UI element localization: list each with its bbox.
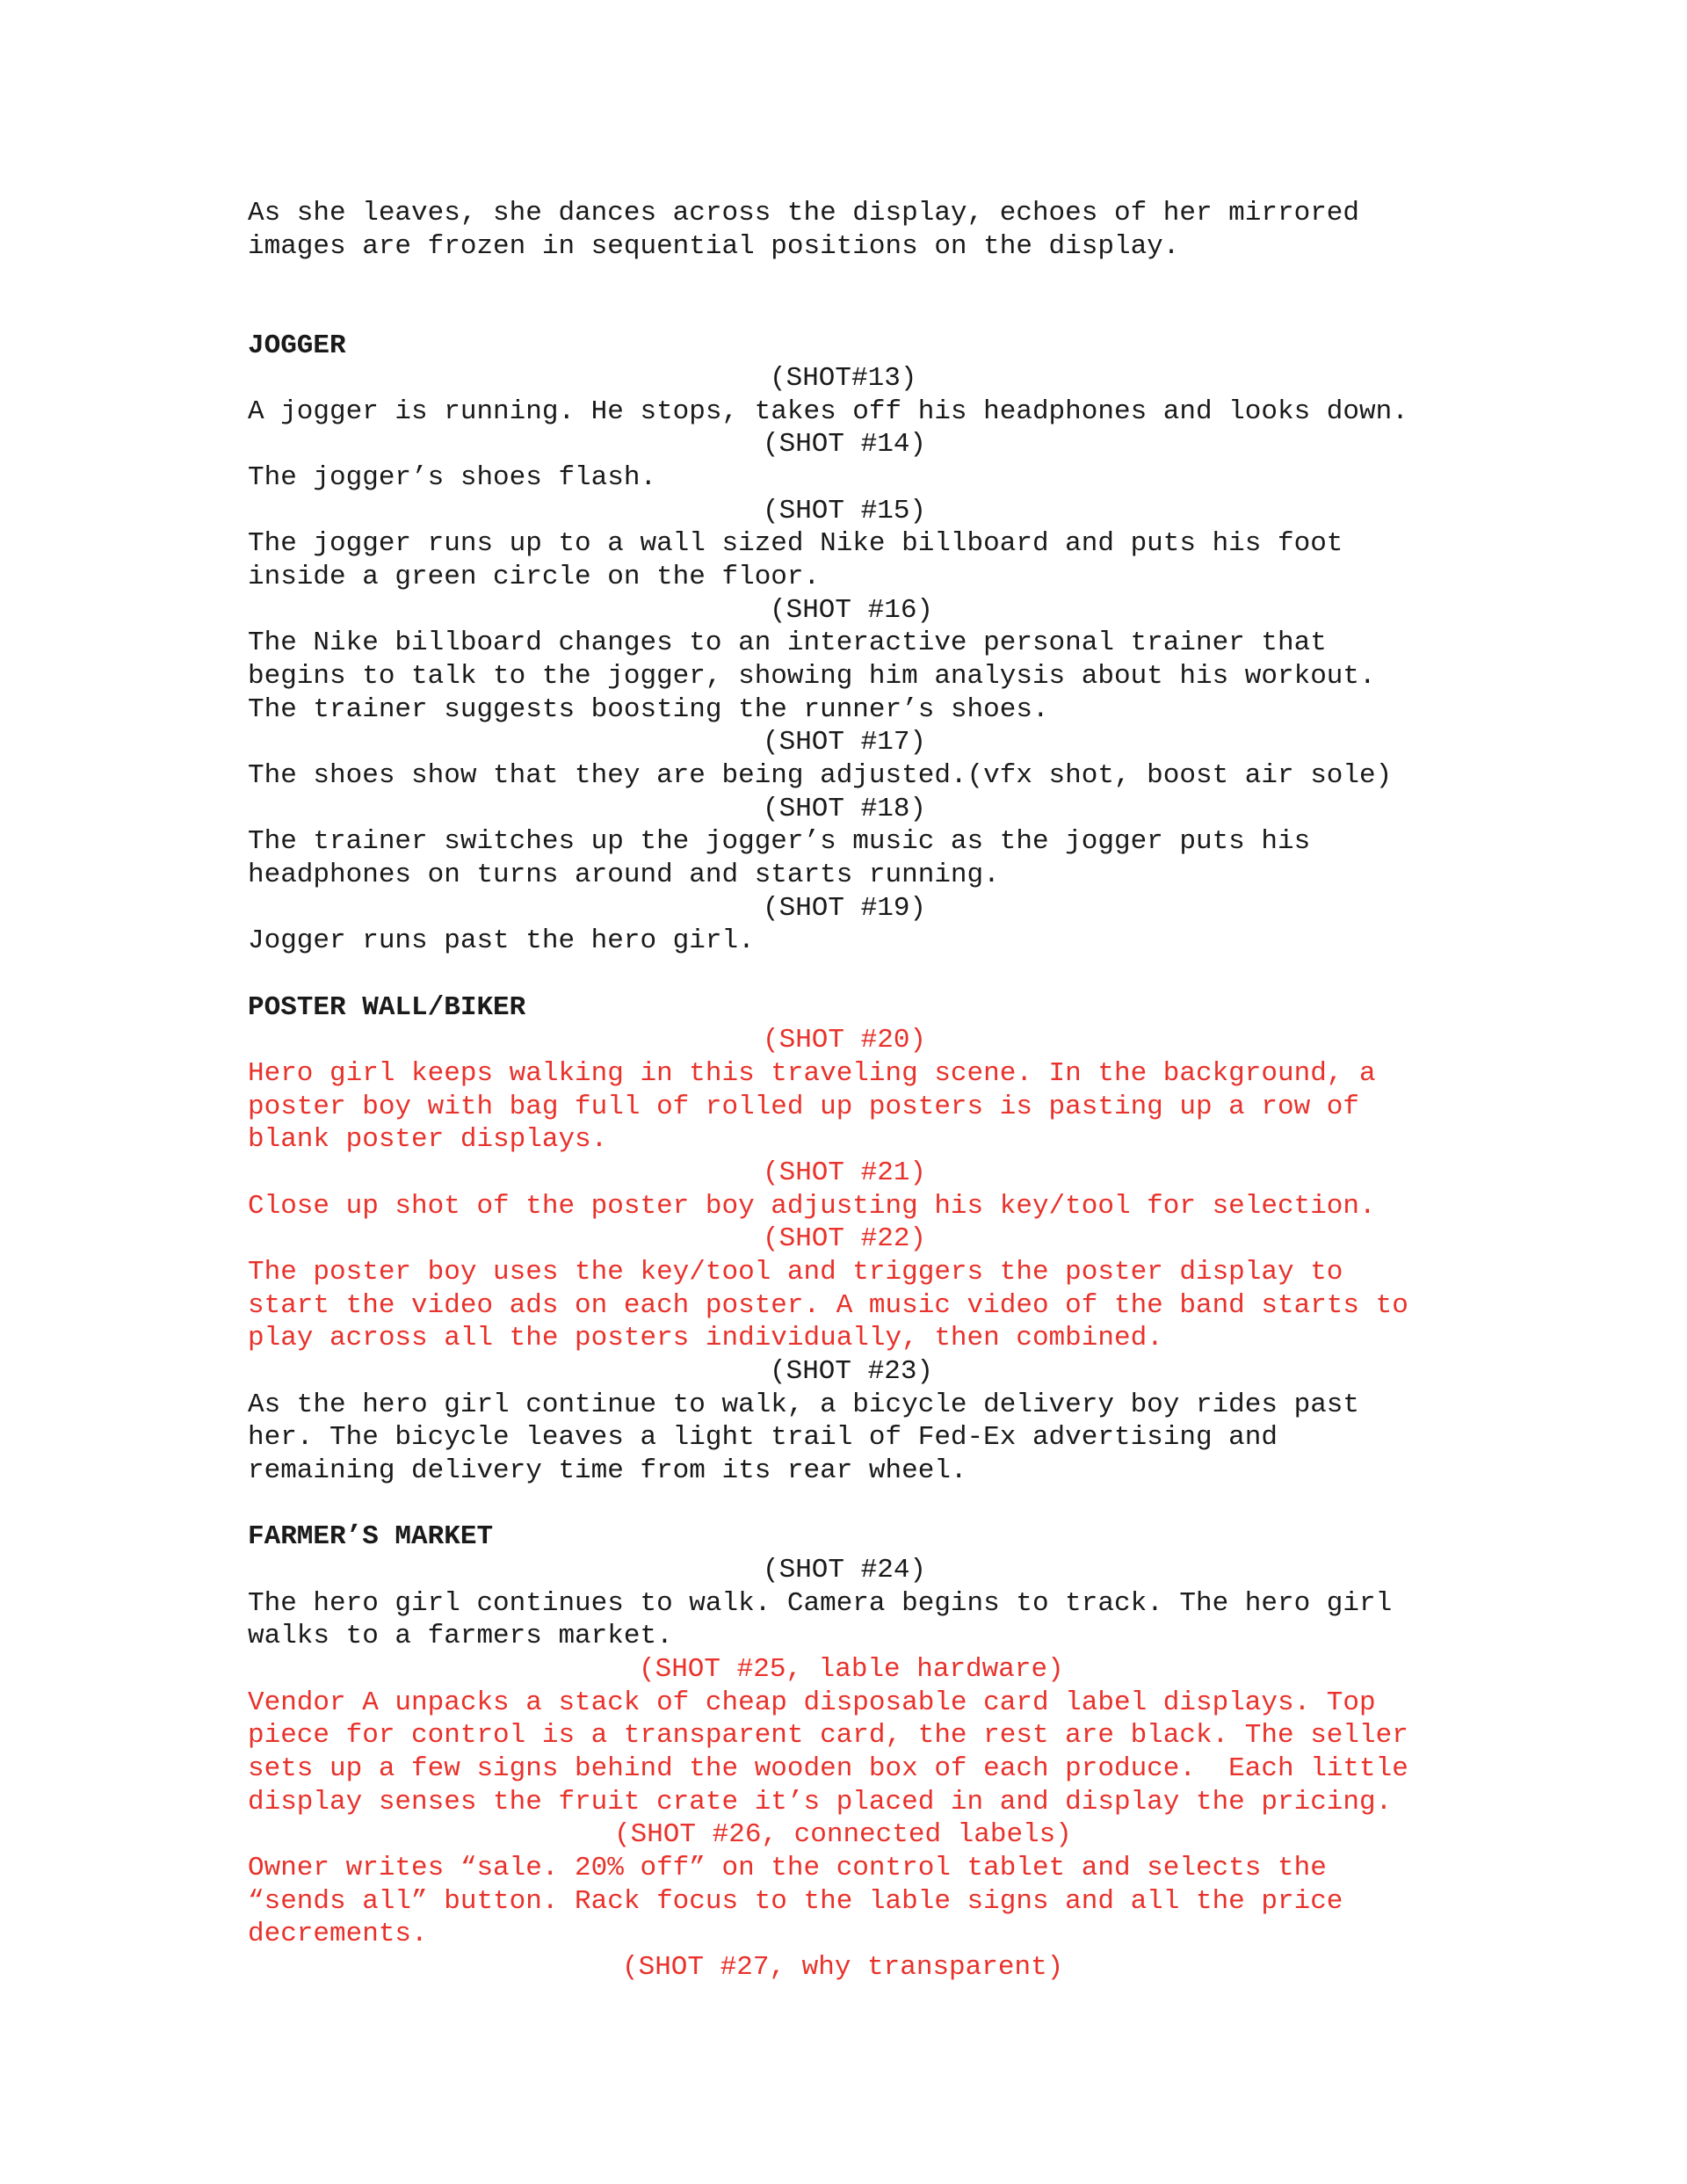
action-line: headphones on turns around and starts running.: [248, 860, 1000, 890]
action-line: walks to a farmers market.: [248, 1621, 673, 1651]
action-line: Jogger runs past the hero girl.: [248, 925, 755, 956]
action-line: blank poster displays.: [248, 1124, 608, 1155]
shot-label: (SHOT #17): [763, 727, 927, 758]
intro-line: images are frozen in sequential positions on the display.: [248, 231, 1180, 262]
shot-label: (SHOT #20): [763, 1025, 927, 1056]
action-line: The Nike billboard changes to an interactive personal trainer that: [248, 628, 1327, 658]
action-line: The jogger runs up to a wall sized Nike billboard and puts his foot: [248, 528, 1343, 559]
shot-label: (SHOT #22): [763, 1223, 927, 1254]
action-line: decrements.: [248, 1919, 428, 1949]
action-line: begins to talk to the jogger, showing him analysis about his workout.: [248, 661, 1376, 692]
action-line: start the video ads on each poster. A music video of the band starts to: [248, 1290, 1408, 1321]
action-line: The shoes show that they are being adjusted.(vfx shot, boost air sole): [248, 760, 1393, 791]
action-line: The trainer switches up the jogger’s music as the jogger puts his: [248, 826, 1311, 857]
shot-label: (SHOT #27, why transparent): [622, 1952, 1064, 1983]
action-line: The trainer suggests boosting the runner’s shoes.: [248, 694, 1049, 725]
action-line: As the hero girl continue to walk, a bicycle delivery boy rides past: [248, 1389, 1360, 1420]
action-line: Hero girl keeps walking in this traveling scene. In the background, a: [248, 1058, 1376, 1089]
action-line: sets up a few signs behind the wooden box of each produce. Each little: [248, 1753, 1408, 1784]
shot-label: (SHOT #18): [763, 794, 927, 824]
action-line: “sends all” button. Rack focus to the lable signs and all the price: [248, 1886, 1343, 1917]
intro-line: As she leaves, she dances across the display, echoes of her mirrored: [248, 198, 1360, 229]
action-line: remaining delivery time from its rear wheel.: [248, 1455, 967, 1486]
shot-label: (SHOT #19): [763, 893, 927, 924]
action-line: A jogger is running. He stops, takes off his headphones and looks down.: [248, 396, 1408, 427]
action-line: inside a green circle on the floor.: [248, 562, 821, 592]
action-line: Vendor A unpacks a stack of cheap disposable card label displays. Top: [248, 1687, 1376, 1718]
shot-label: (SHOT #14): [763, 429, 927, 460]
action-line: Close up shot of the poster boy adjusting his key/tool for selection.: [248, 1191, 1376, 1222]
shot-label: (SHOT #24): [763, 1555, 927, 1585]
action-line: display senses the fruit crate it’s placed in and display the pricing.: [248, 1787, 1393, 1818]
action-line: The jogger’s shoes flash.: [248, 462, 657, 493]
action-line: The poster boy uses the key/tool and triggers the poster display to: [248, 1257, 1343, 1288]
scene-heading-farmers-market: FARMER’S MARKET: [248, 1521, 494, 1552]
shot-label: (SHOT #23): [770, 1356, 934, 1387]
shot-label: (SHOT #15): [763, 496, 927, 526]
scene-heading-jogger: JOGGER: [248, 330, 346, 361]
action-line: piece for control is a transparent card, the rest are black. The seller: [248, 1720, 1408, 1751]
action-line: Owner writes “sale. 20% off” on the control tablet and selects the: [248, 1853, 1327, 1883]
shot-label: (SHOT #21): [763, 1157, 927, 1188]
shot-label: (SHOT #26, connected labels): [614, 1819, 1072, 1850]
action-line: play across all the posters individually, then combined.: [248, 1323, 1163, 1353]
action-line: poster boy with bag full of rolled up posters is pasting up a row of: [248, 1092, 1360, 1122]
shot-label: (SHOT#13): [770, 363, 917, 394]
action-line: The hero girl continues to walk. Camera begins to track. The hero girl: [248, 1588, 1393, 1619]
scene-heading-poster-wall: POSTER WALL/BIKER: [248, 992, 526, 1023]
action-line: her. The bicycle leaves a light trail of Fed-Ex advertising and: [248, 1422, 1278, 1453]
shot-label: (SHOT #25, lable hardware): [639, 1654, 1064, 1685]
shot-label: (SHOT #16): [770, 595, 934, 626]
